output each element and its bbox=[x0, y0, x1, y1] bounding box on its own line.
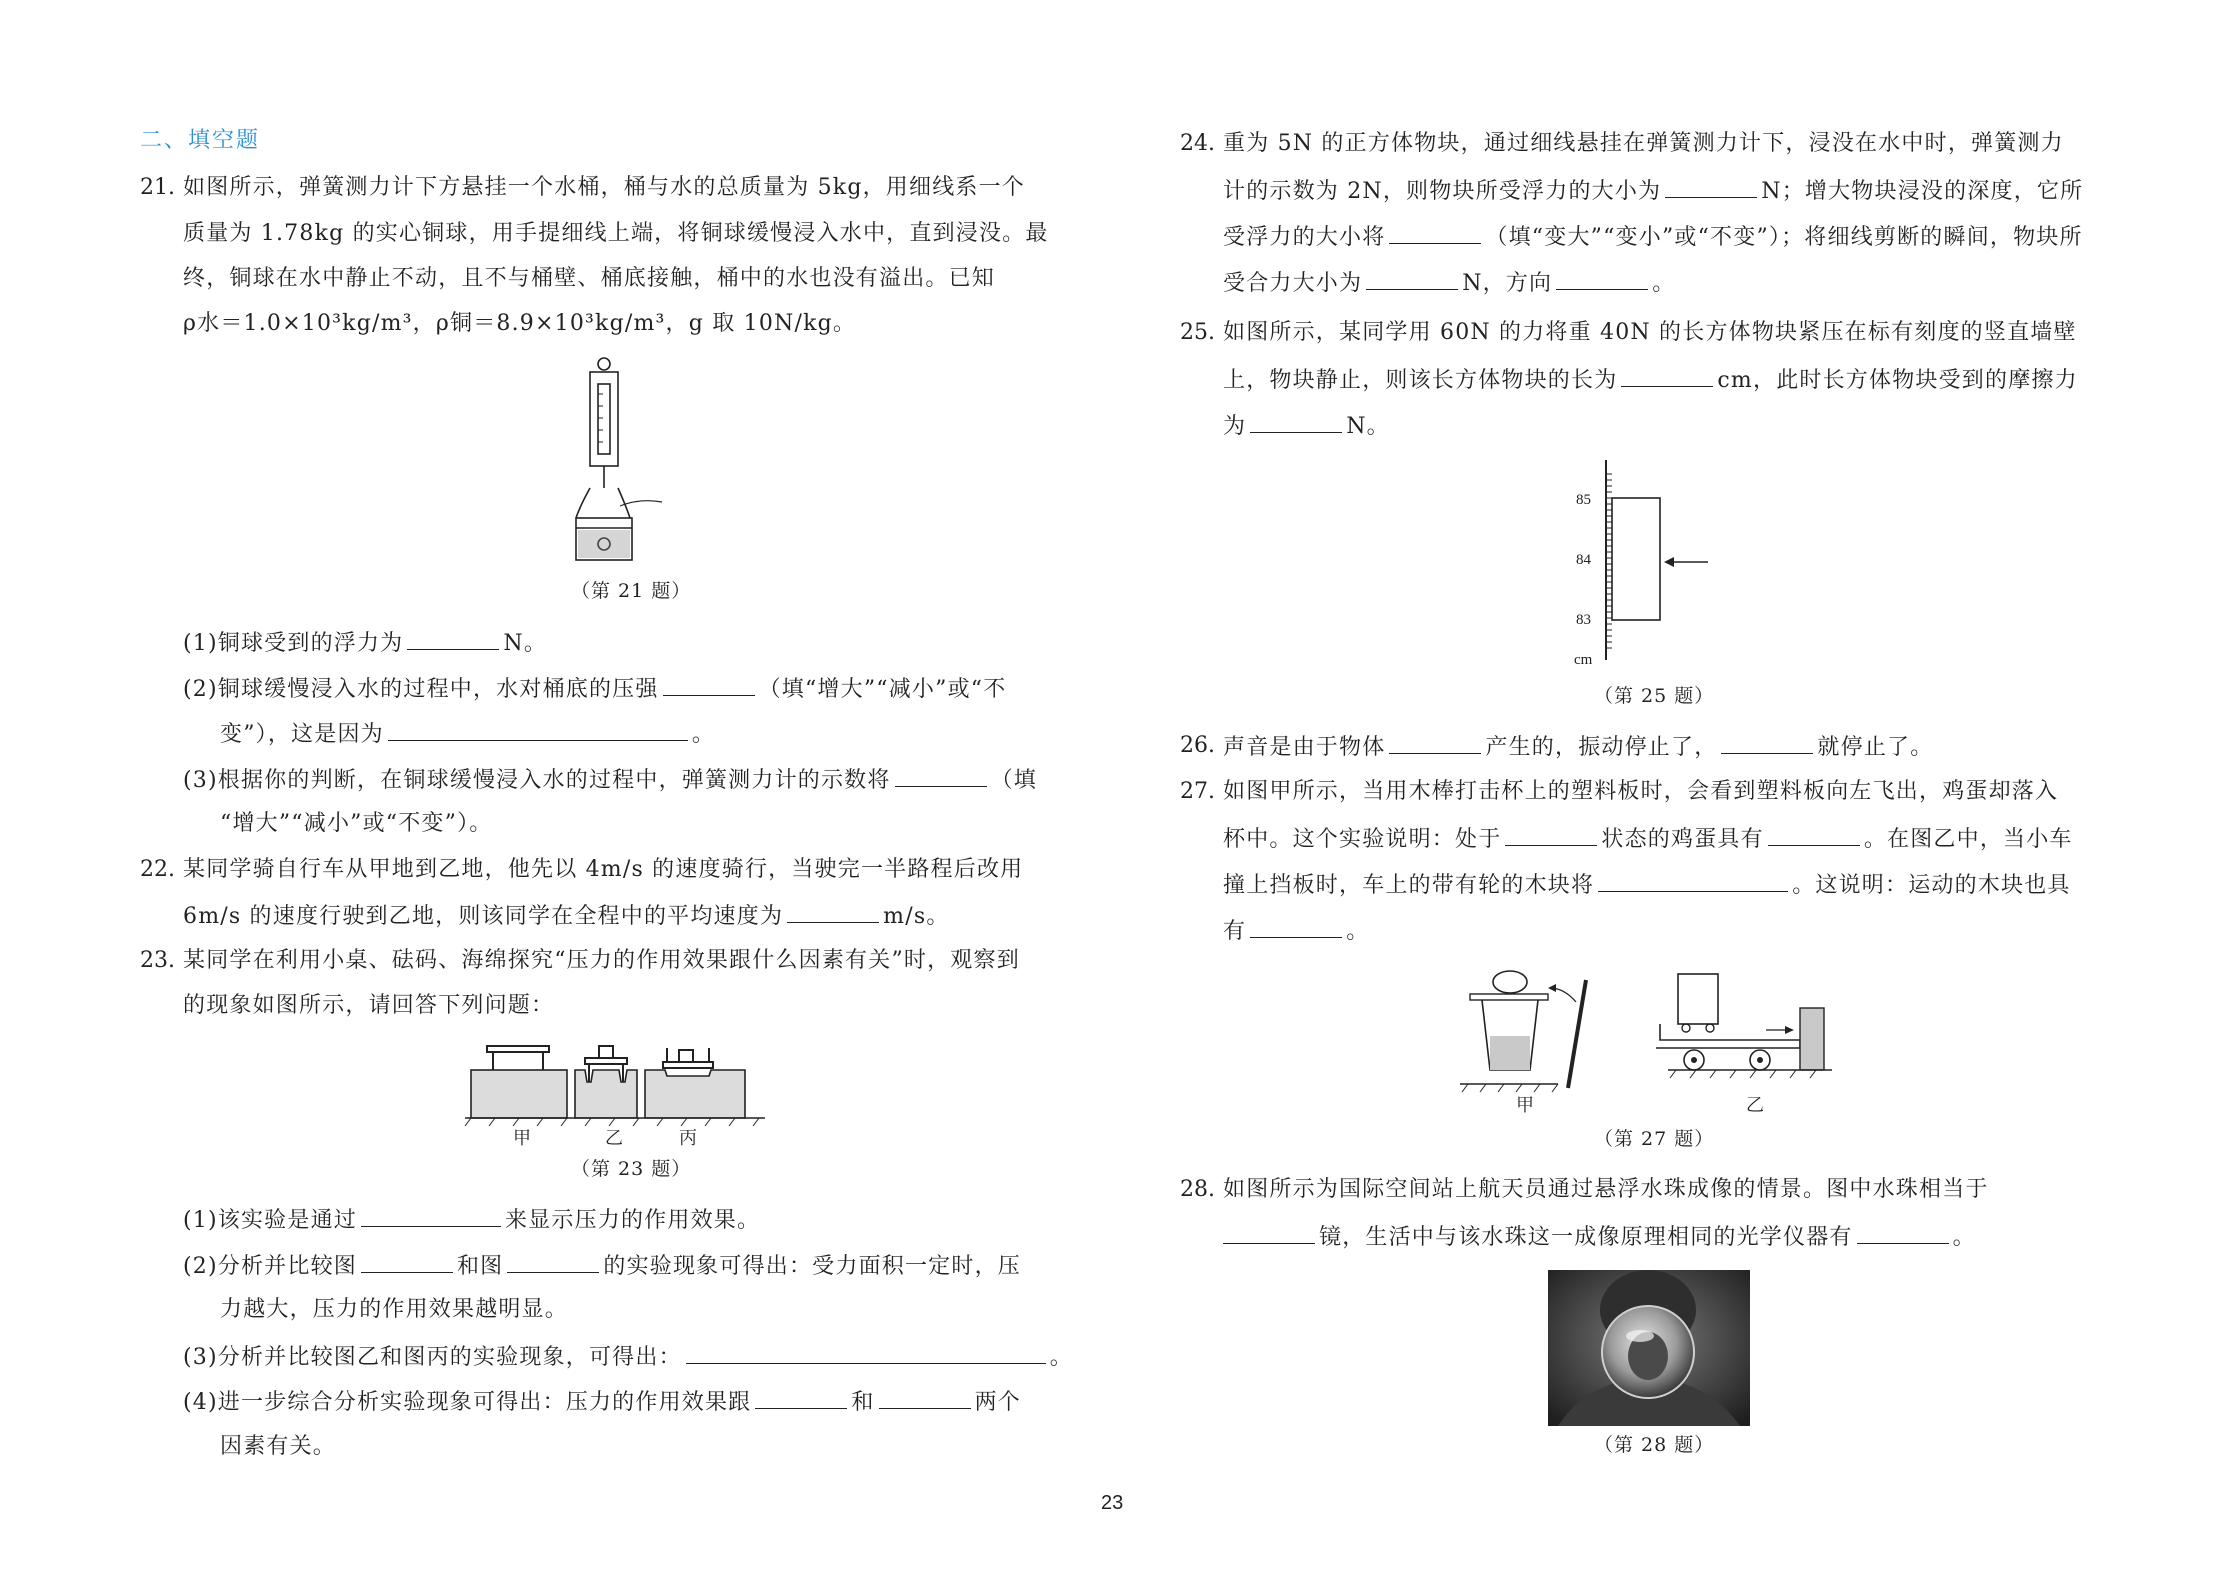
question-text bbox=[1223, 731, 1933, 763]
question-number: 25. bbox=[1180, 320, 1215, 345]
answer-blank[interactable] bbox=[1389, 731, 1481, 754]
answer-blank[interactable] bbox=[1598, 869, 1788, 892]
text: 产生的，振动停止了， bbox=[1485, 735, 1718, 760]
question-text: 重为 5N 的正方体物块，通过细线悬挂在弹簧测力计下，浸没在水中时，弹簧测力 bbox=[1223, 131, 2064, 156]
text: 。在图乙中，当小车 bbox=[1863, 827, 2073, 852]
sub-question: “增大”“减小”或“不变”）。 bbox=[220, 811, 493, 836]
fig-label-bing: 丙 bbox=[679, 1128, 697, 1148]
answer-blank[interactable] bbox=[787, 900, 879, 923]
question-text: 的现象如图所示，请回答下列问题： bbox=[183, 993, 555, 1018]
water-droplet-photo bbox=[1548, 1270, 1750, 1426]
question-text: 终，铜球在水中静止不动，且不与桶壁、桶底接触，桶中的水也没有溢出。已知 bbox=[183, 266, 996, 291]
question-text bbox=[1223, 221, 2083, 253]
answer-blank[interactable] bbox=[1721, 731, 1813, 754]
text: N。 bbox=[503, 631, 548, 656]
text: 计的示数为 2N，则物块所受浮力的大小为 bbox=[1223, 179, 1662, 204]
text: 受浮力的大小将 bbox=[1223, 225, 1386, 250]
question-text bbox=[1223, 915, 1369, 947]
answer-blank[interactable] bbox=[407, 627, 499, 650]
sponge-bing bbox=[645, 1070, 745, 1118]
fig-label-jia: 甲 bbox=[1516, 1095, 1534, 1115]
scale-body bbox=[590, 372, 618, 466]
text: 上，物块静止，则该长方体物块的长为 bbox=[1223, 368, 1618, 393]
text: 6m/s 的速度行驶到乙地，则该同学在全程中的平均速度为 bbox=[183, 904, 784, 929]
text: cm，此时长方体物块受到的摩擦力 bbox=[1717, 368, 2078, 393]
inertia-experiment-figure bbox=[1460, 966, 1840, 1116]
question-text bbox=[1223, 410, 1390, 442]
question-number: 23. bbox=[140, 948, 175, 973]
question-text: 如图所示为国际空间站上航天员通过悬浮水珠成像的情景。图中水珠相当于 bbox=[1223, 1177, 1989, 1202]
text: 和图 bbox=[456, 1254, 504, 1279]
text: （填“变大”“变小”或“不变”）；将细线剪断的瞬间，物块所 bbox=[1485, 225, 2083, 250]
answer-blank[interactable] bbox=[507, 1250, 599, 1273]
sub-question bbox=[183, 1204, 760, 1236]
text: (3)分析并比较图乙和图丙的实验现象，可得出： bbox=[183, 1345, 682, 1370]
text: 变”），这是因为 bbox=[220, 722, 384, 747]
text: 和 bbox=[851, 1390, 875, 1415]
ruler-unit: cm bbox=[1574, 652, 1593, 668]
text: 状态的鸡蛋具有 bbox=[1601, 827, 1764, 852]
weight-bing bbox=[679, 1050, 693, 1062]
text: （填 bbox=[990, 768, 1037, 793]
question-text bbox=[1223, 175, 2083, 207]
cart bbox=[1656, 1024, 1800, 1048]
text: N；增大物块浸没的深度，它所 bbox=[1761, 179, 2084, 204]
ruler-label-84: 84 bbox=[1576, 552, 1591, 568]
question-number: 21. bbox=[140, 175, 175, 200]
spring-scale-figure bbox=[570, 356, 680, 566]
question-text: 如图所示，弹簧测力计下方悬挂一个水桶，桶与水的总质量为 5kg，用细线系一个 bbox=[183, 175, 1026, 200]
sub-question bbox=[183, 1341, 1073, 1373]
page-number: 23 bbox=[1101, 1492, 1124, 1514]
text: (3)根据你的判断，在铜球缓慢浸入水的过程中，弹簧测力计的示数将 bbox=[183, 768, 891, 793]
question-text bbox=[1223, 823, 2073, 855]
text: 。 bbox=[1049, 1345, 1073, 1370]
text: 来显示压力的作用效果。 bbox=[504, 1208, 761, 1233]
answer-blank[interactable] bbox=[663, 673, 755, 696]
question-text: ρ水＝1.0×10³kg/m³，ρ铜＝8.9×10³kg/m³，g 取 10N/kg。 bbox=[183, 311, 857, 336]
answer-blank[interactable] bbox=[879, 1386, 971, 1409]
sub-question: 因素有关。 bbox=[220, 1434, 337, 1459]
sub-question bbox=[183, 1250, 1021, 1282]
answer-blank[interactable] bbox=[1857, 1221, 1949, 1244]
text: 撞上挡板时，车上的带有轮的木块将 bbox=[1223, 873, 1595, 898]
ruler-label-85: 85 bbox=[1576, 492, 1591, 508]
text: 。 bbox=[691, 722, 716, 747]
text: (4)进一步综合分析实验现象可得出：压力的作用效果跟 bbox=[183, 1390, 752, 1415]
text: 镜，生活中与该水珠这一成像原理相同的光学仪器有 bbox=[1319, 1225, 1853, 1250]
text: 。 bbox=[1346, 919, 1370, 944]
pressure-experiment-figure bbox=[465, 1032, 785, 1148]
question-text: 如图所示，某同学用 60N 的力将重 40N 的长方体物块紧压在标有刻度的竖直墙壁 bbox=[1223, 320, 2077, 345]
question-text bbox=[1223, 364, 2078, 396]
question-text: 某同学在利用小桌、砝码、海绵探究“压力的作用效果跟什么因素有关”时，观察到 bbox=[183, 948, 1020, 973]
sponge-yi bbox=[575, 1070, 637, 1118]
figure-caption: （第 28 题） bbox=[1594, 1434, 1715, 1456]
figure-caption: （第 27 题） bbox=[1594, 1128, 1715, 1150]
egg bbox=[1493, 971, 1527, 993]
question-number: 26. bbox=[1180, 733, 1215, 758]
answer-blank[interactable] bbox=[1250, 410, 1342, 433]
answer-blank[interactable] bbox=[361, 1250, 453, 1273]
sub-question: 力越大，压力的作用效果越明显。 bbox=[220, 1297, 569, 1322]
question-number: 28. bbox=[1180, 1177, 1215, 1202]
answer-blank[interactable] bbox=[361, 1204, 501, 1227]
text: 。 bbox=[1652, 271, 1676, 296]
answer-blank[interactable] bbox=[1505, 823, 1597, 846]
text: N，方向 bbox=[1462, 271, 1553, 296]
plastic-board bbox=[1470, 994, 1548, 1000]
question-text bbox=[1223, 267, 1675, 299]
sub-question bbox=[220, 718, 715, 750]
text: (1)该实验是通过 bbox=[183, 1208, 357, 1233]
section-heading: 二、填空题 bbox=[140, 128, 261, 153]
text: 两个 bbox=[974, 1390, 1021, 1415]
text: 声音是由于物体 bbox=[1223, 735, 1386, 760]
text: m/s。 bbox=[883, 904, 950, 929]
answer-blank[interactable] bbox=[895, 764, 987, 787]
sponge-jia bbox=[471, 1070, 567, 1118]
answer-blank[interactable] bbox=[1366, 267, 1458, 290]
text: (2)分析并比较图 bbox=[183, 1254, 357, 1279]
answer-blank[interactable] bbox=[1665, 175, 1757, 198]
answer-blank[interactable] bbox=[686, 1341, 1046, 1364]
text: 。 bbox=[1952, 1225, 1976, 1250]
answer-blank[interactable] bbox=[1389, 221, 1481, 244]
hook-ring bbox=[598, 358, 610, 370]
fig-label-jia: 甲 bbox=[513, 1128, 531, 1148]
text: 为 bbox=[1223, 414, 1247, 439]
answer-blank[interactable] bbox=[388, 718, 688, 741]
question-text bbox=[183, 900, 950, 932]
text: (2)铜球缓慢浸入水的过程中，水对桶底的压强 bbox=[183, 677, 659, 702]
answer-blank[interactable] bbox=[1223, 1221, 1315, 1244]
answer-blank[interactable] bbox=[755, 1386, 847, 1409]
text: 。这说明：运动的木块也具 bbox=[1792, 873, 2071, 898]
figure-caption: （第 21 题） bbox=[571, 580, 692, 602]
answer-blank[interactable] bbox=[1556, 267, 1648, 290]
fig-label-yi: 乙 bbox=[1746, 1095, 1764, 1115]
text: 就停止了。 bbox=[1817, 735, 1934, 760]
wood-block bbox=[1678, 974, 1718, 1024]
answer-blank[interactable] bbox=[1250, 915, 1342, 938]
question-text bbox=[1223, 1221, 1976, 1253]
sub-question bbox=[183, 1386, 1021, 1418]
text: (1)铜球受到的浮力为 bbox=[183, 631, 404, 656]
sub-question bbox=[183, 764, 1037, 796]
question-number: 27. bbox=[1180, 779, 1215, 804]
question-number: 22. bbox=[140, 857, 175, 882]
text: 杯中。这个实验说明：处于 bbox=[1223, 827, 1502, 852]
question-number: 24. bbox=[1180, 131, 1215, 156]
ruler-wall-figure bbox=[1560, 460, 1740, 670]
question-text bbox=[1223, 869, 2071, 901]
question-text: 如图甲所示，当用木棒打击杯上的塑料板时，会看到塑料板向左飞出，鸡蛋却落入 bbox=[1223, 779, 2059, 804]
block bbox=[1612, 498, 1660, 620]
text: （填“增大”“减小”或“不 bbox=[758, 677, 1007, 702]
text: 的实验现象可得出：受力面积一定时，压 bbox=[603, 1254, 1021, 1279]
answer-blank[interactable] bbox=[1621, 364, 1713, 387]
table-jia bbox=[487, 1046, 549, 1052]
answer-blank[interactable] bbox=[1768, 823, 1860, 846]
barrier bbox=[1800, 1008, 1824, 1070]
ruler-label-83: 83 bbox=[1576, 612, 1591, 628]
weight-yi bbox=[599, 1046, 613, 1058]
question-text: 某同学骑自行车从甲地到乙地，他先以 4m/s 的速度骑行，当驶完一半路程后改用 bbox=[183, 857, 1024, 882]
fig-label-yi: 乙 bbox=[605, 1128, 623, 1148]
figure-caption: （第 23 题） bbox=[571, 1158, 692, 1180]
sub-question bbox=[183, 673, 1006, 705]
question-text: 质量为 1.78kg 的实心铜球，用手提细线上端，将铜球缓慢浸入水中，直到浸没。最 bbox=[183, 221, 1049, 246]
text: 有 bbox=[1223, 919, 1247, 944]
text: N。 bbox=[1346, 414, 1390, 439]
text: 受合力大小为 bbox=[1223, 271, 1363, 296]
sub-question bbox=[183, 627, 547, 659]
figure-caption: （第 25 题） bbox=[1594, 685, 1715, 707]
